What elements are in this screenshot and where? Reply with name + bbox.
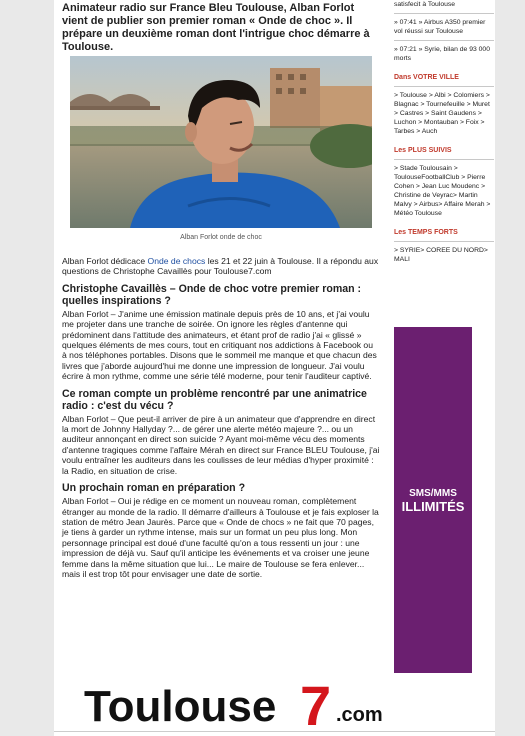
article-photo	[70, 56, 372, 228]
answer-2: Alban Forlot – Que peut-il arriver de pire à un animateur que d'apprendre en direct la mort de Johnny Hallyday ?... de gérer une alerte météo majeure ?... ou un auditeur annonçant en direct son suicide ? Ayant moi-même vécu des moments d'antenne tragiques comme l'affaire Mérah en direct sur France BLEU Toulouse, j'ai voulu entraîner les auditeurs dans les coulisses de leur médias d'hyper proximité : la Radio, en situation de crise.	[62, 413, 380, 476]
answer-3: Alban Forlot – Oui je rédige en ce moment un nouveau roman, complètement étranger au monde de la radio. Il démarre d'ailleurs à Toulouse et je fais exploser la station de métro Jean Jaurès. Parce que « Onde de chocs » ne fait que 70 pages, je tiens à garder un rythme intense, mais sur un format un peu plus long. Mon personnage principal est doué d'une faculté qu'on a tous ressenti un jour : une impression de déjà vu. Sauf qu'il anticipe les événements et va croiser une jeune femme dans la même situation que lui... Le maire de Toulouse se fera enlever... mais il est trop tôt pour envisager une date de sortie.	[62, 496, 379, 579]
toulouse7-logo[interactable]	[82, 675, 402, 731]
sidebar-heading-suivis: Les PLUS SUIVIS	[394, 147, 452, 154]
paragraph-dedicace	[62, 256, 380, 277]
question-2: Ce roman compte un problème rencontré par une animatrice radio : c'est du vécu ?	[62, 387, 367, 412]
logo-name: Toulouse	[84, 682, 277, 731]
dedicace-text-end: les 21 et 22 juin à Toulouse. Il a répondu aux questions de Christophe Cavaillès pour Toulouse7.com	[62, 256, 379, 277]
sidebar-heading-ville: Dans VOTRE VILLE	[394, 74, 459, 81]
logo-suffix: .com	[336, 704, 383, 726]
sidebar-heading-forts: Les TEMPS FORTS	[394, 229, 458, 236]
sidebar-links-suivis[interactable]: > Stade Toulousain > ToulouseFootballClub > Pierre Cohen > Jean Luc Moudenc > Christine de Veyrac> Martin Malvy > Airbus> Affaire Merah > Météo Toulouse	[394, 165, 491, 217]
question-1: Christophe Cavaillès – Onde de choc votre premier roman : quelles inspirations ?	[62, 282, 362, 307]
ad-line-2: ILLIMITÉS	[401, 499, 465, 514]
sidebar-divider	[394, 40, 494, 41]
sms-mms-ad-banner[interactable]	[394, 327, 472, 673]
question-3: Un prochain roman en préparation ?	[62, 482, 246, 495]
photo-illustration	[70, 56, 372, 228]
sidebar-divider	[394, 13, 494, 14]
sidebar-links-forts[interactable]: > SYRIE> COREE DU NORD> MALI	[394, 247, 488, 263]
ad-line-1: SMS/MMS	[409, 488, 457, 499]
dedicace-text: Alban Forlot dédicace	[62, 256, 148, 266]
sidebar-links-ville[interactable]: > Toulouse > Albi > Colomiers > Blagnac > Tournefeuille > Muret > Castres > Saint Gaudens > Luchon > Montauban > Foix > Tarbes > Auch	[394, 92, 490, 135]
sidebar-divider	[394, 241, 494, 242]
sidebar-news-3[interactable]: » 07:21 » Syrie, bilan de 93 000 morts	[394, 46, 490, 62]
photo-caption: Alban Forlot onde de choc	[180, 234, 262, 241]
article-body	[62, 256, 380, 585]
ad-text	[394, 487, 472, 513]
footer-divider	[54, 731, 495, 732]
logo-digit: 7	[300, 675, 332, 731]
article	[62, 0, 380, 579]
answer-1: Alban Forlot – J'anime une émission matinale depuis près de 10 ans, et j'ai voulu me projeter dans une tranche de soirée. On ignore les règles d'antenne qui prédominent dans l'attitude des animateurs, et étant prof de radio j'ai « glissé » quelques éléments de mes cours, tout en critiquant nos addictions à Facebook ou à nos téléphones portables. Disons que le sommeil me manque et que chacun des livres que j'aborde aujourd'hui me donne une impression de longueur. J'ai voulu écrire à mon rythme, comme une série télé moderne, pour tenir l'auditeur captivé.	[62, 308, 377, 382]
onde-de-chocs-link[interactable]: Onde de chocs	[147, 256, 206, 266]
sidebar-divider	[394, 159, 494, 160]
sidebar-news-1[interactable]: satisfecit à Toulouse	[394, 1, 456, 8]
sidebar-news-2[interactable]: » 07:41 » Airbus A350 premier vol réussi sur Toulouse	[394, 19, 486, 35]
sidebar-divider	[394, 86, 494, 87]
sidebar	[394, 0, 494, 264]
article-intro: Animateur radio sur France Bleu Toulouse, Alban Forlot vient de publier son premier roman « Onde de choc ». Il prépare un deuxième roman dont l'intrigue choc démarre à Toulouse.	[62, 2, 370, 53]
